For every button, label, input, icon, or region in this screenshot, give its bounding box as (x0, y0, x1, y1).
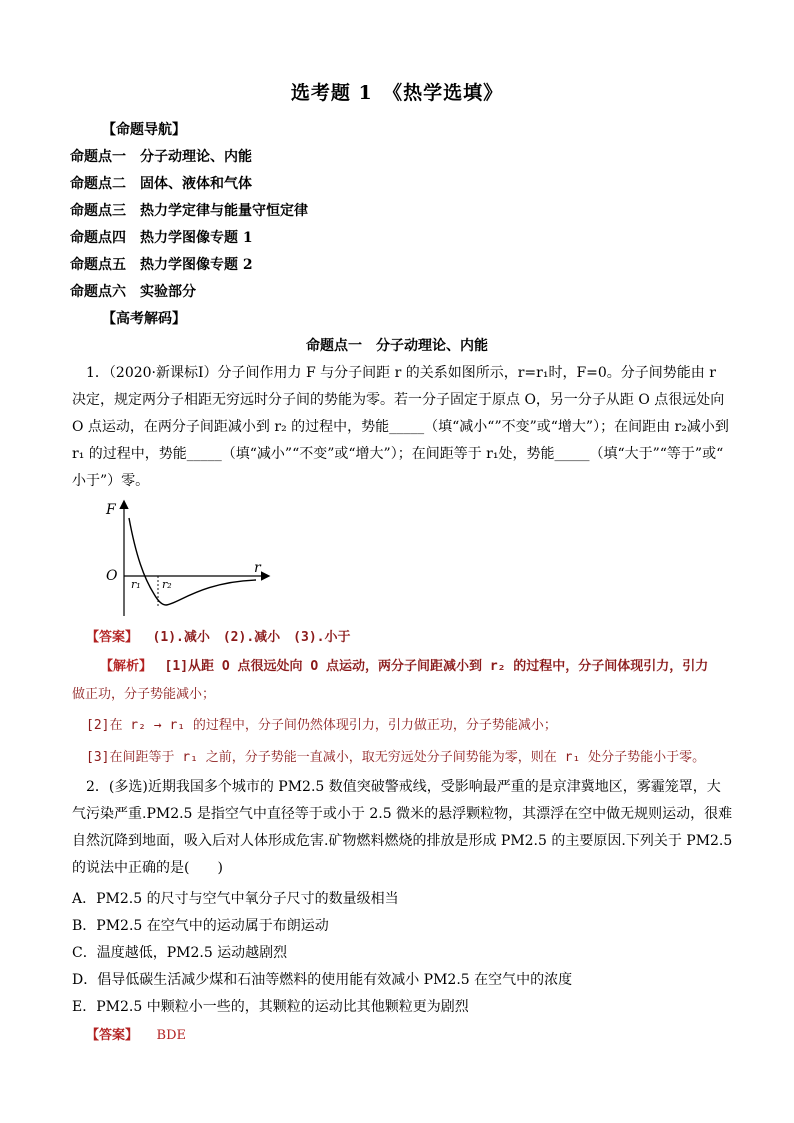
decode-header: 【高考解码】 (102, 311, 186, 327)
x-axis-label: r (254, 560, 261, 576)
page-title: 选考题 1 《热学选填》 (290, 82, 504, 104)
nav-item-2: 命题点二 固体、液体和气体 (70, 176, 252, 192)
q1-answer: (1).减小 (2).减小 (3).小于 (152, 630, 351, 645)
q1-line3: O 点运动，在两分子间距减小到 r₂ 的过程中，势能_____（填“减小“”不变”或“增大”）；在间距由 r₂减小到 (72, 419, 729, 435)
origin-label: O (106, 568, 118, 584)
nav-item-5: 命题点五 热力学图像专题 2 (70, 257, 253, 273)
nav-item-4: 命题点四 热力学图像专题 1 (70, 230, 253, 246)
force-distance-graph (96, 496, 276, 620)
q2-line4: 的说法中正确的是( ) (72, 860, 223, 876)
q1-analysis-3: [3]在间距等于 r₁ 之前，分子势能一直减小，取无穷远处分子间势能为零，则在 r₁ 处分子势能小于零。 (86, 750, 706, 765)
q1-analysis-1: [1]从距 O 点很远处向 O 点运动，两分子间距减小到 r₂ 的过程中，分子间体现引力，引力 (164, 659, 709, 674)
q2-option-a: A．PM2.5 的尺寸与空气中氧分子尺寸的数量级相当 (72, 891, 399, 907)
q2-answer: BDE (156, 1028, 187, 1043)
nav-item-1: 命题点一 分子动理论、内能 (70, 149, 252, 165)
q2-option-b: B．PM2.5 在空气中的运动属于布朗运动 (72, 918, 329, 934)
q2-line1: 2．(多选)近期我国多个城市的 PM2.5 数值突破警戒线，受影响最严重的是京津冀地区，雾霾笼罩，大 (86, 779, 721, 795)
q2-answer-label: 【答案】 (86, 1028, 139, 1043)
nav-item-6: 命题点六 实验部分 (70, 284, 196, 300)
section-title: 命题点一 分子动理论、内能 (306, 338, 488, 354)
q2-option-d: D．倡导低碳生活减少煤和石油等燃料的使用能有效减小 PM2.5 在空气中的浓度 (72, 972, 573, 988)
q2-option-c: C．温度越低，PM2.5 运动越剧烈 (72, 945, 288, 961)
q1-line2: 决定，规定两分子相距无穷远时分子间的势能为零。若一分子固定于原点 O，另一分子从距 O 点很远处向 (72, 392, 725, 408)
nav-header: 【命题导航】 (102, 122, 186, 138)
q2-line2: 气污染严重.PM2.5 是指空气中直径等于或小于 2.5 微米的悬浮颗粒物，其漂浮在空中做无规则运动，很难 (72, 806, 733, 822)
r1-label: r₁ (131, 578, 141, 591)
q1-answer-label: 【答案】 (86, 630, 139, 645)
q1-line5: 小于”）零。 (72, 473, 150, 489)
y-axis-label: F (106, 502, 116, 518)
q1-line4: r₁ 的过程中，势能_____（填“减小”“不变”或“增大”）；在间距等于 r₁处，势能_____（填“大于”“等于”或“ (72, 446, 724, 462)
q1-analysis-2: [2]在 r₂ → r₁ 的过程中，分子间仍然体现引力，引力做正功，分子势能减小； (86, 718, 557, 733)
q1-line1: 1．（2020·新课标Ⅰ）分子间作用力 F 与分子间距 r 的关系如图所示，r=r₁时，F=0。分子间势能由 r (86, 365, 716, 381)
force-curve (129, 518, 256, 605)
q1-analysis-1b: 做正功，分子势能减小； (72, 687, 216, 702)
q2-line3: 自然沉降到地面，吸入后对人体形成危害.矿物燃料燃烧的排放是形成 PM2.5 的主要原因.下列关于 PM2.5 (72, 833, 733, 849)
q2-option-e: E．PM2.5 中颗粒小一些的，其颗粒的运动比其他颗粒更为剧烈 (72, 999, 469, 1015)
r2-label: r₂ (162, 578, 172, 591)
q1-analysis-label: 【解析】 (100, 659, 153, 674)
nav-item-3: 命题点三 热力学定律与能量守恒定律 (70, 203, 308, 219)
